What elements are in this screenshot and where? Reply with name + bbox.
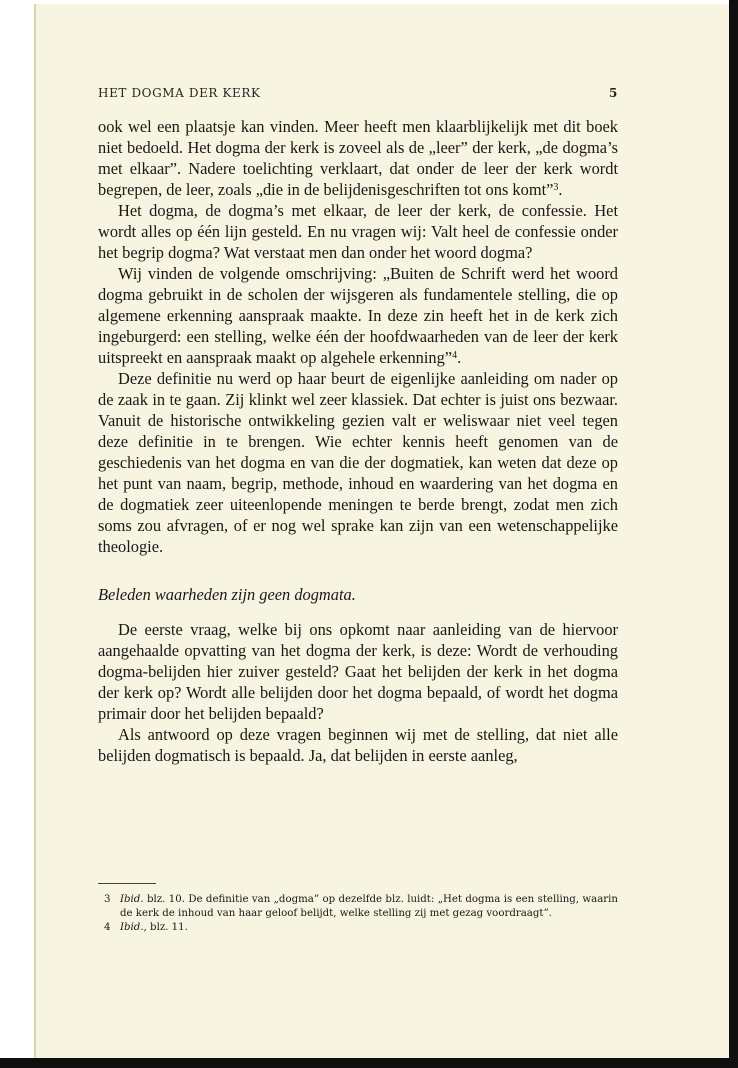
paragraph-6: Als antwoord op deze vragen beginnen wij met de stelling, dat niet alle belijden dogmatisch is bepaald. Ja, dat belijden in eerste aanleg, <box>98 725 618 765</box>
footnote-number: 3 <box>104 894 111 905</box>
footnote-number: 4 <box>104 922 111 933</box>
footnote-cite: Ibid. <box>120 922 144 933</box>
body-text <box>98 116 618 766</box>
scan-edge-bottom <box>0 1058 738 1068</box>
paragraph-1: ook wel een plaatsje kan vinden. Meer heeft men klaarblijkelijk met dit boek niet bedoeld. Het dogma der kerk is zoveel als de „leer” der kerk, „de dogma’s met elkaar”. Nadere toelichting verklaart, dat onder de leer der kerk wordt begrepen, de leer, zoals „die in de belijdenisgeschriften tot ons komt”$^3$. <box>98 117 618 199</box>
scan-edge-right <box>729 0 738 1068</box>
footnote-text: , blz. 11. <box>143 922 188 933</box>
paragraph-3: Wij vinden de volgende omschrijving: „Buiten de Schrift werd het woord dogma gebruikt in de scholen der wijsgeren als fundamentele stelling, die op algemene erkenning aanspraak maakte. In deze zin heeft het in de kerk zich ingeburgerd: een stelling, welke één der hoofdwaarheden van de leer der kerk uitspreekt en aanspraak maakt op algehele erkenning”$^4$. <box>98 264 618 367</box>
running-head-title: HET DOGMA DER KERK <box>98 86 261 100</box>
footnote <box>98 893 618 920</box>
footnote-ref-4: 4 <box>452 350 458 361</box>
footnote <box>98 921 618 935</box>
page-number: 5 <box>609 86 618 100</box>
footnote-text: blz. 10. De definitie van „dogma” op dezelfde blz. luidt: „Het dogma is een stelling, waarin de kerk de inhoud van haar geloof belijdt, welke stelling zij met gezag voordraagt”. <box>120 894 618 919</box>
paragraph-4: Deze definitie nu werd op haar beurt de eigenlijke aanleiding om nader op de zaak in te gaan. Zij klinkt wel zeer klassiek. Dat echter is juist ons bezwaar. Vanuit de historische ontwikkeling gezien valt er weliswaar niet veel tegen deze definitie in te brengen. Wie echter kennis heeft genomen van de geschiedenis van het dogma en van die der dogmatiek, kan weten dat deze op het punt van naam, begrip, methode, inhoud en waardering van het dogma en de dogmatiek zeer uiteenlopende meningen te berde brengt, zodat men zich soms zou afvragen, of er nog wel sprake kan zijn van een wetenschappelijke theologie. <box>98 369 618 556</box>
paragraph-5: De eerste vraag, welke bij ons opkomt naar aanleiding van de hiervoor aangehaalde opvatting van het dogma der kerk, is deze: Wordt de verhouding dogma-belijden hier zuiver gesteld? Gaat het belijden der kerk in het dogma der kerk op? Wordt alle belijden door het dogma bepaald, of wordt het dogma primair door het belijden bepaald? <box>98 620 618 723</box>
footnotes <box>98 893 618 936</box>
footnote-ref-3: 3 <box>553 182 559 193</box>
running-head <box>98 86 618 106</box>
footnote-cite: Ibid. <box>120 894 144 905</box>
footnote-divider <box>98 883 156 884</box>
section-heading: Beleden waarheden zijn geen dogmata. <box>98 585 356 604</box>
paragraph-2: Het dogma, de dogma’s met elkaar, de leer der kerk, de confessie. Het wordt alles op één lijn gesteld. En nu vragen wij: Valt heel de confessie onder het begrip dogma? Wat verstaat men dan onder het woord dogma? <box>98 201 618 262</box>
